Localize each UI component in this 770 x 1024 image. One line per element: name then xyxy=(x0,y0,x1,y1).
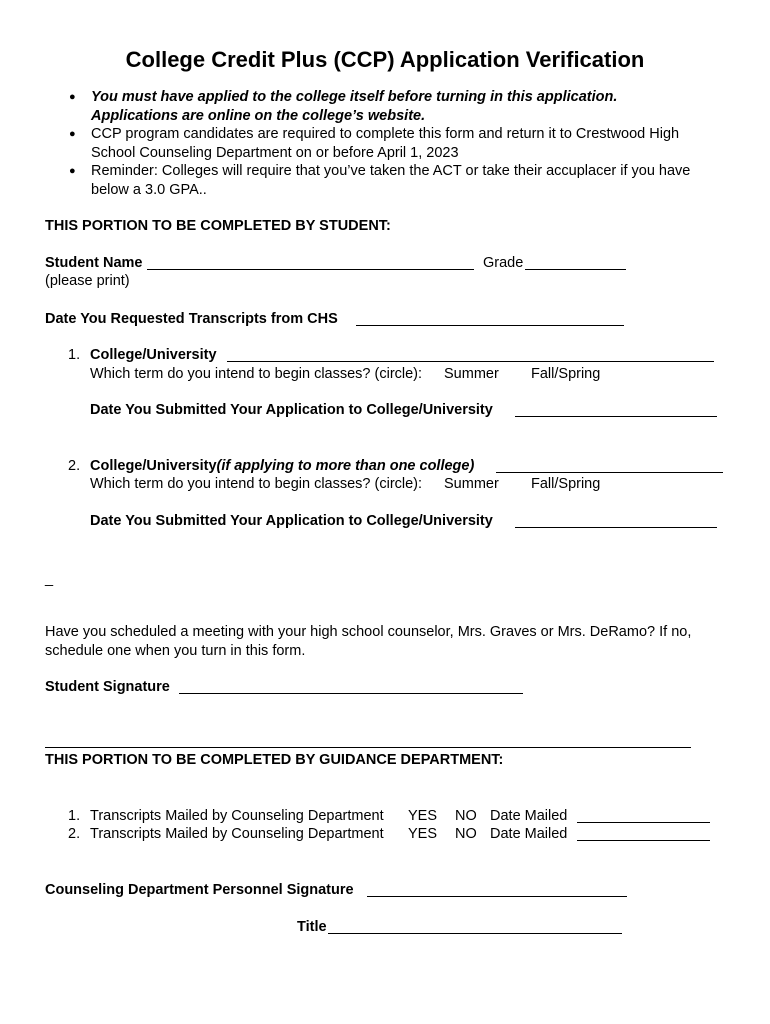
list-number: 1. xyxy=(68,808,81,824)
bullet-icon: ● xyxy=(69,91,76,103)
college-2-label: College/University xyxy=(90,458,217,474)
stray-mark: _ xyxy=(45,571,54,587)
bullet-text: You must have applied to the college itself before turning in this application. xyxy=(91,89,618,105)
college-1-term-fallspring[interactable]: Fall/Spring xyxy=(531,366,601,382)
college-1-term-summer[interactable]: Summer xyxy=(444,366,499,382)
date-mailed-field-2[interactable] xyxy=(577,840,710,841)
college-1-submitted-label: Date You Submitted Your Application to College/University xyxy=(90,402,493,418)
bullet-text: School Counseling Department on or before April 1, 2023 xyxy=(91,144,459,161)
college-1-label: College/University xyxy=(90,347,217,363)
title-field[interactable] xyxy=(328,933,622,934)
bullet-item-1 xyxy=(69,88,618,125)
college-2-note: (if applying to more than one college) xyxy=(216,458,475,474)
title-label: Title xyxy=(297,919,327,935)
college-2-submitted-date-field[interactable] xyxy=(515,527,717,528)
grade-field[interactable] xyxy=(525,269,626,270)
college-1-row xyxy=(68,346,217,365)
guidance-item-text: Transcripts Mailed by Counseling Department xyxy=(90,808,384,824)
bullet-icon: ● xyxy=(69,165,76,177)
note-line: schedule one when you turn in this form. xyxy=(45,642,306,659)
college-1-term-question: Which term do you intend to begin classes? (circle): xyxy=(90,366,423,382)
section-divider xyxy=(45,747,691,748)
student-name-field[interactable] xyxy=(147,269,474,270)
guidance-item-text: Transcripts Mailed by Counseling Department xyxy=(90,826,384,842)
counselor-meeting-note xyxy=(45,623,691,660)
college-2-term-fallspring[interactable]: Fall/Spring xyxy=(531,476,601,492)
list-number: 2. xyxy=(68,826,81,842)
college-2-term-question: Which term do you intend to begin classes? (circle): xyxy=(90,476,423,492)
transcripts-requested-date-field[interactable] xyxy=(356,325,624,326)
list-number: 2. xyxy=(68,458,81,474)
college-2-field[interactable] xyxy=(496,472,723,473)
college-2-row xyxy=(68,457,474,476)
grade-label: Grade xyxy=(483,255,524,271)
bullet-text: CCP program candidates are required to complete this form and return it to Crestwood High xyxy=(91,126,680,142)
guidance-item-2 xyxy=(68,825,384,844)
student-name-label: Student Name xyxy=(45,255,143,271)
no-option[interactable]: NO xyxy=(455,808,477,824)
guidance-section-heading: THIS PORTION TO BE COMPLETED BY GUIDANCE DEPARTMENT: xyxy=(45,752,504,768)
bullet-text: below a 3.0 GPA.. xyxy=(91,181,207,198)
college-2-submitted-label: Date You Submitted Your Application to College/University xyxy=(90,513,493,529)
counseling-signature-field[interactable] xyxy=(367,896,627,897)
please-print-note: (please print) xyxy=(45,273,130,289)
college-1-field[interactable] xyxy=(227,361,714,362)
bullet-text: Reminder: Colleges will require that you’ve taken the ACT or take their accuplacer if you have xyxy=(91,163,691,179)
bullet-item-3 xyxy=(69,162,691,199)
student-section-heading: THIS PORTION TO BE COMPLETED BY STUDENT: xyxy=(45,218,391,234)
date-mailed-label: Date Mailed xyxy=(490,808,568,824)
list-number: 1. xyxy=(68,347,81,363)
guidance-item-1 xyxy=(68,807,384,826)
date-mailed-field-1[interactable] xyxy=(577,822,710,823)
date-mailed-label: Date Mailed xyxy=(490,826,568,842)
student-signature-field[interactable] xyxy=(179,693,523,694)
college-2-term-summer[interactable]: Summer xyxy=(444,476,499,492)
page-title: College Credit Plus (CCP) Application Verification xyxy=(125,47,645,72)
no-option[interactable]: NO xyxy=(455,826,477,842)
yes-option[interactable]: YES xyxy=(408,826,438,842)
bullet-icon: ● xyxy=(69,128,76,140)
college-1-submitted-date-field[interactable] xyxy=(515,416,717,417)
note-line: Have you scheduled a meeting with your high school counselor, Mrs. Graves or Mrs. DeRamo? If no, xyxy=(45,624,692,640)
transcripts-requested-label: Date You Requested Transcripts from CHS xyxy=(45,311,338,327)
bullet-item-2 xyxy=(69,125,680,162)
bullet-text: Applications are online on the college’s website. xyxy=(91,107,426,124)
student-signature-label: Student Signature xyxy=(45,679,170,695)
counseling-signature-label: Counseling Department Personnel Signature xyxy=(45,882,354,898)
yes-option[interactable]: YES xyxy=(408,808,438,824)
